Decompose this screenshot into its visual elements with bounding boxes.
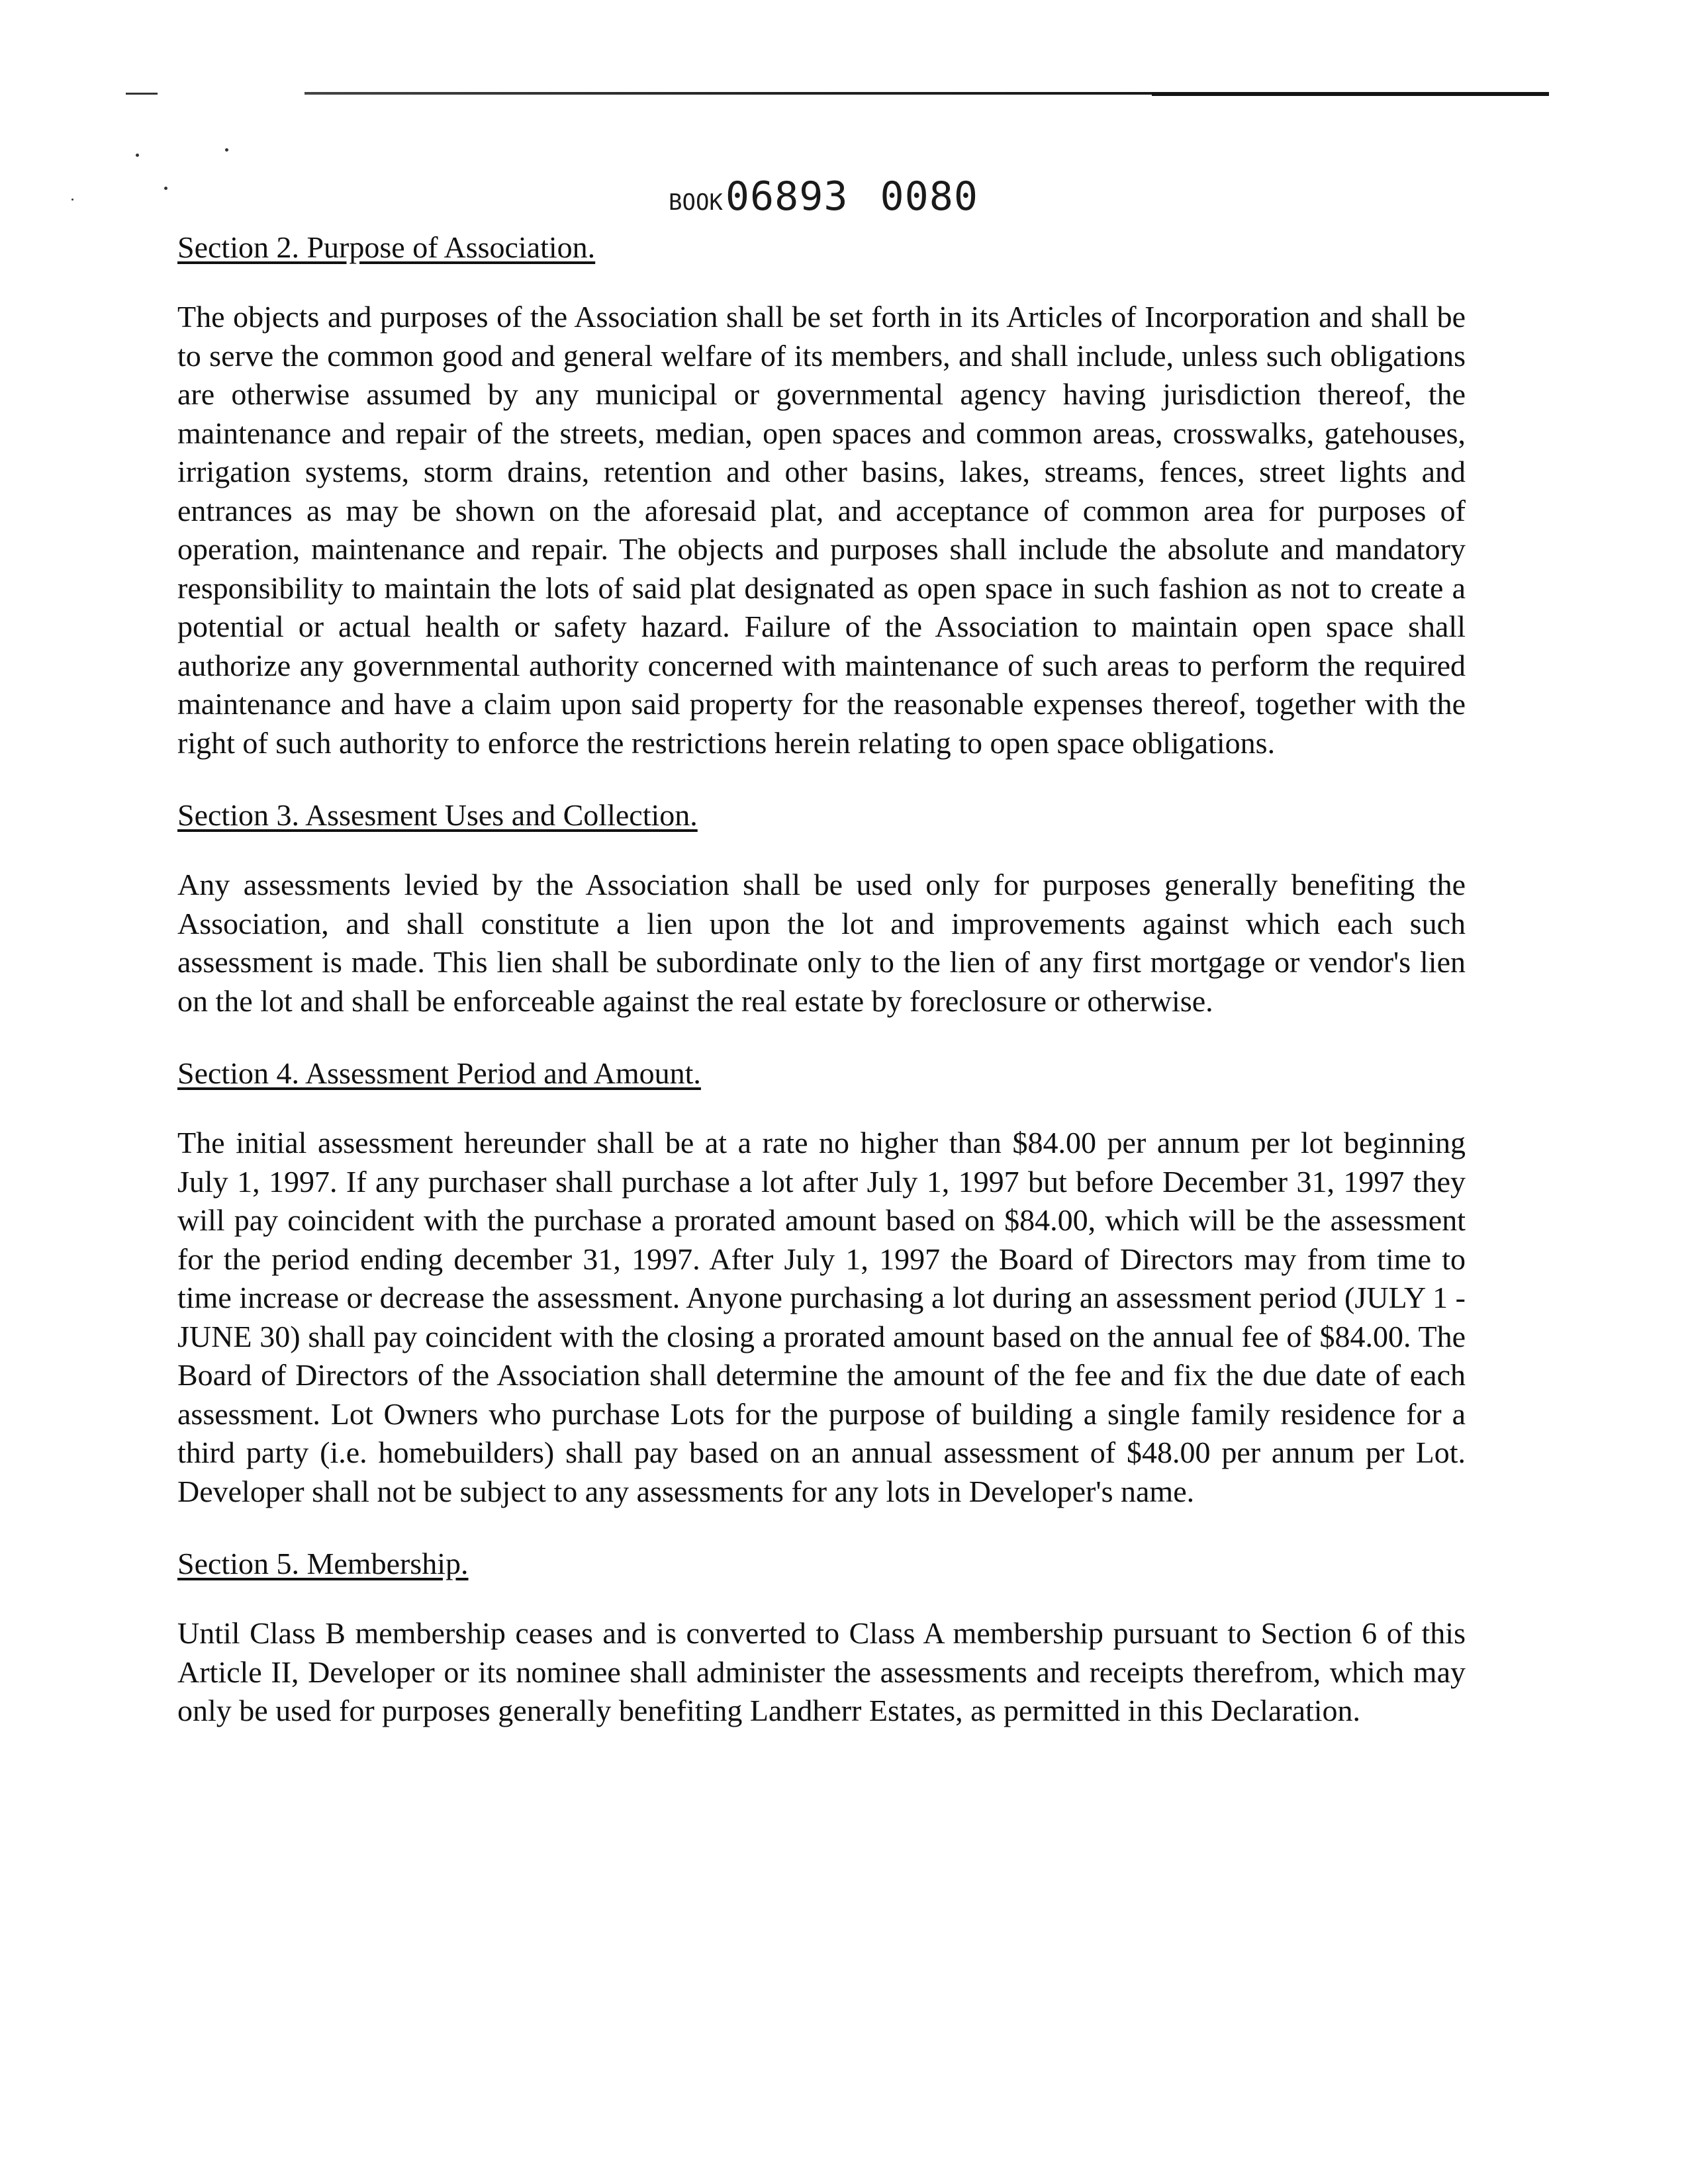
- scan-speck: [136, 154, 139, 157]
- section-paragraph: Until Class B membership ceases and is converted to Class A membership pursuant to Section 6 of this Article II, Developer or its nominee shall administer the assessments and receipts therefrom, which may only be used for purposes generally benefiting Landherr Estates, as permitted in this Declaration.: [177, 1616, 1466, 1727]
- section-assessment-uses: [177, 792, 1466, 1021]
- book-number: 06893: [725, 173, 849, 220]
- section-paragraph: The initial assessment hereunder shall be at a rate no higher than $84.00 per annum per lot beginning July 1, 1997. If any purchaser shall purchase a lot after July 1, 1997 but before December 31, 1997 they will pay coincident with the purchase a prorated amount based on $84.00, which will be the assessment for the period ending december 31, 1997. After July 1, 1997 the Board of Directors may from time to time increase or decrease the assessment. Anyone purchasing a lot during an assessment period (JULY 1 - JUNE 30) shall pay coincident with the closing a prorated amount based on the annual fee of $84.00. The Board of Directors of the Association shall determine the amount of the fee and fix the due date of each assessment. Lot Owners who purchase Lots for the purpose of building a single family residence for a third party (i.e. homebuilders) shall pay based on an annual assessment of $48.00 per annum per Lot. Developer shall not be subject to any assessments for any lots in Developer's name.: [177, 1126, 1466, 1508]
- section-membership: [177, 1540, 1466, 1731]
- document-body: [177, 224, 1466, 1760]
- top-rule: [305, 92, 1549, 95]
- section-heading: Section 3. Assesment Uses and Collection.: [177, 798, 698, 832]
- section-assessment-period: [177, 1050, 1466, 1511]
- section-paragraph: The objects and purposes of the Association shall be set forth in its Articles of Incorporation and shall be to serve the common good and general welfare of its members, and shall include, unless such obligations are otherwise assumed by any municipal or governmental agency having jurisdiction thereof, the maintenance and repair of the streets, median, open spaces and common areas, crosswalks, gatehouses, irrigation systems, storm drains, retention and other basins, lakes, streams, fences, street lights and entrances as may be shown on the aforesaid plat, and acceptance of common area for purposes of operation, maintenance and repair. The objects and purposes shall include the absolute and mandatory responsibility to maintain the lots of said plat designated as open space in such fashion as not to create a potential or actual health or safety hazard. Failure of the Association to maintain open space shall authorize any governmental authority concerned with maintenance of such areas to perform the required maintenance and have a claim upon said property for the reasonable expenses thereof, together with the right of such authority to enforce the restrictions herein relating to open space obligations.: [177, 300, 1466, 760]
- scan-speck: [71, 199, 73, 201]
- scan-speck: [225, 148, 228, 152]
- section-heading: Section 2. Purpose of Association.: [177, 230, 596, 264]
- top-rule-short: [126, 93, 158, 95]
- section-heading: Section 5. Membership.: [177, 1547, 469, 1580]
- book-prefix: BOOK: [669, 189, 723, 216]
- section-paragraph: Any assessments levied by the Association shall be used only for purposes generally benefiting the Association, and shall constitute a lien upon the lot and improvements against which each such assessment is made. This lien shall be subordinate only to the lien of any first mortgage or vendor's lien on the lot and shall be enforceable against the real estate by foreclosure or otherwise.: [177, 868, 1466, 1018]
- page-number: 0080: [880, 173, 979, 220]
- book-page-stamp: [669, 173, 978, 220]
- scan-speck: [164, 187, 167, 190]
- section-purpose: [177, 224, 1466, 762]
- section-heading: Section 4. Assessment Period and Amount.: [177, 1056, 701, 1090]
